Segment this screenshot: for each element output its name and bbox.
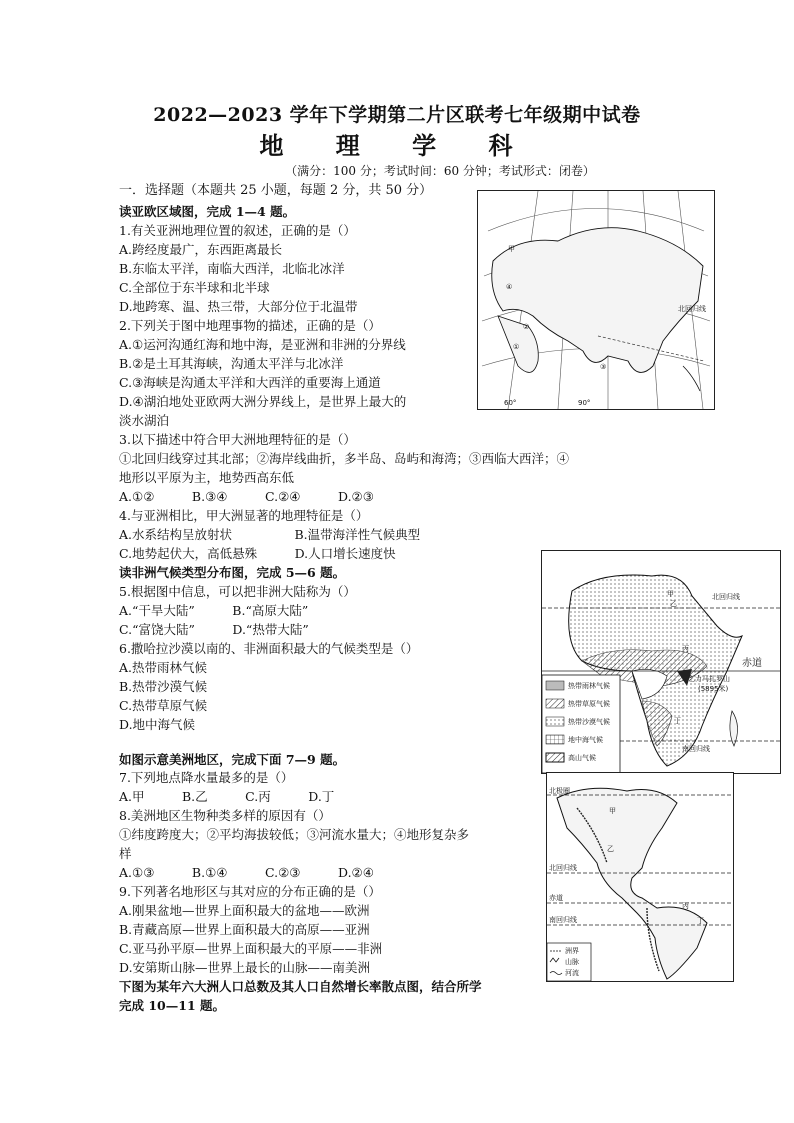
question-line: B.东临太平洋，南临大西洋，北临北冰洋 xyxy=(119,261,345,276)
africa-map-label-equator: 赤道 xyxy=(742,658,762,669)
legend-rainforest: 热带雨林气候 xyxy=(568,682,610,690)
question-line: 7.下列地点降水量最多的是（） xyxy=(119,770,294,785)
question-line: C.③海峡是沟通太平洋和大西洋的重要海上通道 xyxy=(119,375,381,390)
question-line: 如图示意美洲地区，完成下面 7—9 题。 xyxy=(119,752,346,767)
question-line: 2.下列关于图中地理事物的描述，正确的是（） xyxy=(119,318,381,333)
question-line: A.“干旱大陆” B.“高原大陆” xyxy=(119,603,309,618)
africa-map-label-tropic-s: 南回归线 xyxy=(682,745,710,753)
subject-title: 地 理 学 科 xyxy=(259,131,535,160)
legend-boundary: 洲界 xyxy=(565,947,579,955)
africa-map-label-ding: 丁 xyxy=(674,717,681,725)
question-line: A.①② B.③④ C.②④ D.②③ xyxy=(119,489,374,504)
legend-savanna: 热带草原气候 xyxy=(568,700,610,708)
asia-map-label-2: ② xyxy=(523,323,530,331)
africa-map-label-tropic-n: 北回归线 xyxy=(712,593,740,601)
legend-mountain: 山脉 xyxy=(565,958,579,966)
africa-map-svg xyxy=(542,551,780,773)
question-line: 地形以平原为主，地势西高东低 xyxy=(119,470,295,485)
exam-title: 2022—2023 学年下学期第二片区联考七年级期中试卷 xyxy=(153,104,641,126)
question-line: 样 xyxy=(119,846,132,861)
asia-map-svg xyxy=(478,191,714,409)
legend-river: 河流 xyxy=(565,969,579,977)
question-line: 6.撒哈拉沙漠以南的、非洲面积最大的气候类型是（） xyxy=(119,641,419,656)
africa-climate-map xyxy=(541,550,781,774)
america-map-label-ding: 丁 xyxy=(697,917,704,925)
africa-map-label-yi: 乙 xyxy=(670,600,677,608)
question-line: 完成 10—11 题。 xyxy=(119,998,225,1013)
africa-map-label-kili: 乞力马扎罗山 xyxy=(688,675,730,683)
asia-map-label-4: ④ xyxy=(506,283,513,291)
question-line: A.①运河沟通红海和地中海，是亚洲和非洲的分界线 xyxy=(119,337,406,352)
question-line: C.“富饶大陆” D.“热带大陆” xyxy=(119,622,309,637)
america-map-label-equator: 赤道 xyxy=(549,894,563,902)
question-line: B.热带沙漠气候 xyxy=(119,679,208,694)
question-line: D.地中海气候 xyxy=(119,717,196,732)
question-line: 读非洲气候类型分布图，完成 5—6 题。 xyxy=(119,565,346,580)
legend-alpine: 高山气候 xyxy=(568,754,596,762)
question-line: 3.以下描述中符合甲大洲地理特征的是（） xyxy=(119,432,356,447)
question-line: A.刚果盆地—世界上面积最大的盆地——欧洲 xyxy=(119,903,370,918)
question-line: 1.有关亚洲地理位置的叙述，正确的是（） xyxy=(119,223,356,238)
america-map-label-tropic-n: 北回归线 xyxy=(549,864,577,872)
question-line: D.④湖泊地处亚欧两大洲分界线上，是世界上最大的 xyxy=(119,394,407,409)
asia-map-label-1: ① xyxy=(513,343,520,351)
question-line: A.①③ B.①④ C.②③ D.②④ xyxy=(119,865,374,880)
section-heading: 一．选择题（本题共 25 小题，每题 2 分，共 50 分） xyxy=(119,183,433,198)
legend-mediterranean: 地中海气候 xyxy=(568,736,603,744)
asia-map-label-tropic: 北回归线 xyxy=(678,305,706,313)
question-line: 8.美洲地区生物种类多样的原因有（） xyxy=(119,808,331,823)
asia-map-label-jia: 甲 xyxy=(508,245,515,253)
question-line: 下图为某年六大洲人口总数及其人口自然增长率散点图，结合所学 xyxy=(119,979,482,994)
question-line: A.水系结构呈放射状 B.温带海洋性气候典型 xyxy=(119,527,421,542)
question-line: A.跨经度最广，东西距离最长 xyxy=(119,242,283,257)
question-line: B.②是土耳其海峡，沟通太平洋与北冰洋 xyxy=(119,356,344,371)
question-line: A.甲 B.乙 C.丙 D.丁 xyxy=(119,789,335,804)
question-line: A.热带雨林气候 xyxy=(119,660,208,675)
question-line: C.亚马孙平原—世界上面积最大的平原——非洲 xyxy=(119,941,383,956)
africa-map-label-kili-height: (5895米) xyxy=(698,685,729,693)
asia-map-label-60: 60° xyxy=(504,399,517,407)
question-line: C.全部位于东半球和北半球 xyxy=(119,280,270,295)
question-line: D.地跨寒、温、热三带，大部分位于北温带 xyxy=(119,299,358,314)
america-map-label-jia: 甲 xyxy=(609,807,616,815)
america-map-label-bing: 丙 xyxy=(682,902,689,910)
exam-info: （满分：100 分；考试时间：60 分钟；考试形式：闭卷） xyxy=(285,164,595,178)
question-line: 5.根据图中信息，可以把非洲大陆称为（） xyxy=(119,584,356,599)
africa-map-label-bing: 丙 xyxy=(682,645,689,653)
question-line: C.热带草原气候 xyxy=(119,698,208,713)
america-map-label-tropic-s: 南回归线 xyxy=(549,916,577,924)
question-line: D.安第斯山脉—世界上最长的山脉——南美洲 xyxy=(119,960,371,975)
question-line: C.地势起伏大，高低悬殊 D.人口增长速度快 xyxy=(119,546,396,561)
question-line: B.青藏高原—世界上面积最大的高原——亚洲 xyxy=(119,922,370,937)
asia-map-label-90: 90° xyxy=(578,399,591,407)
america-map-label-arctic: 北极圈 xyxy=(549,787,570,795)
asia-map-label-3: ③ xyxy=(600,363,607,371)
question-line: ①纬度跨度大；②平均海拔较低；③河流水量大；④地形复杂多 xyxy=(119,827,470,842)
question-line: 读亚欧区域图，完成 1—4 题。 xyxy=(119,204,296,219)
question-line: ①北回归线穿过其北部；②海岸线曲折，多半岛、岛屿和海湾；③西临大西洋；④ xyxy=(119,451,570,466)
legend-desert: 热带沙漠气候 xyxy=(568,718,610,726)
question-line: 9.下列著名地形区与其对应的分布正确的是（） xyxy=(119,884,381,899)
question-line: 4.与亚洲相比，甲大洲显著的地理特征是（） xyxy=(119,508,369,523)
question-line: 淡水湖泊 xyxy=(119,413,170,428)
asia-map xyxy=(477,190,715,410)
america-map-label-yi: 乙 xyxy=(607,845,614,853)
africa-map-label-jia: 甲 xyxy=(667,590,674,598)
america-map-svg xyxy=(547,773,733,981)
america-map xyxy=(546,772,734,982)
